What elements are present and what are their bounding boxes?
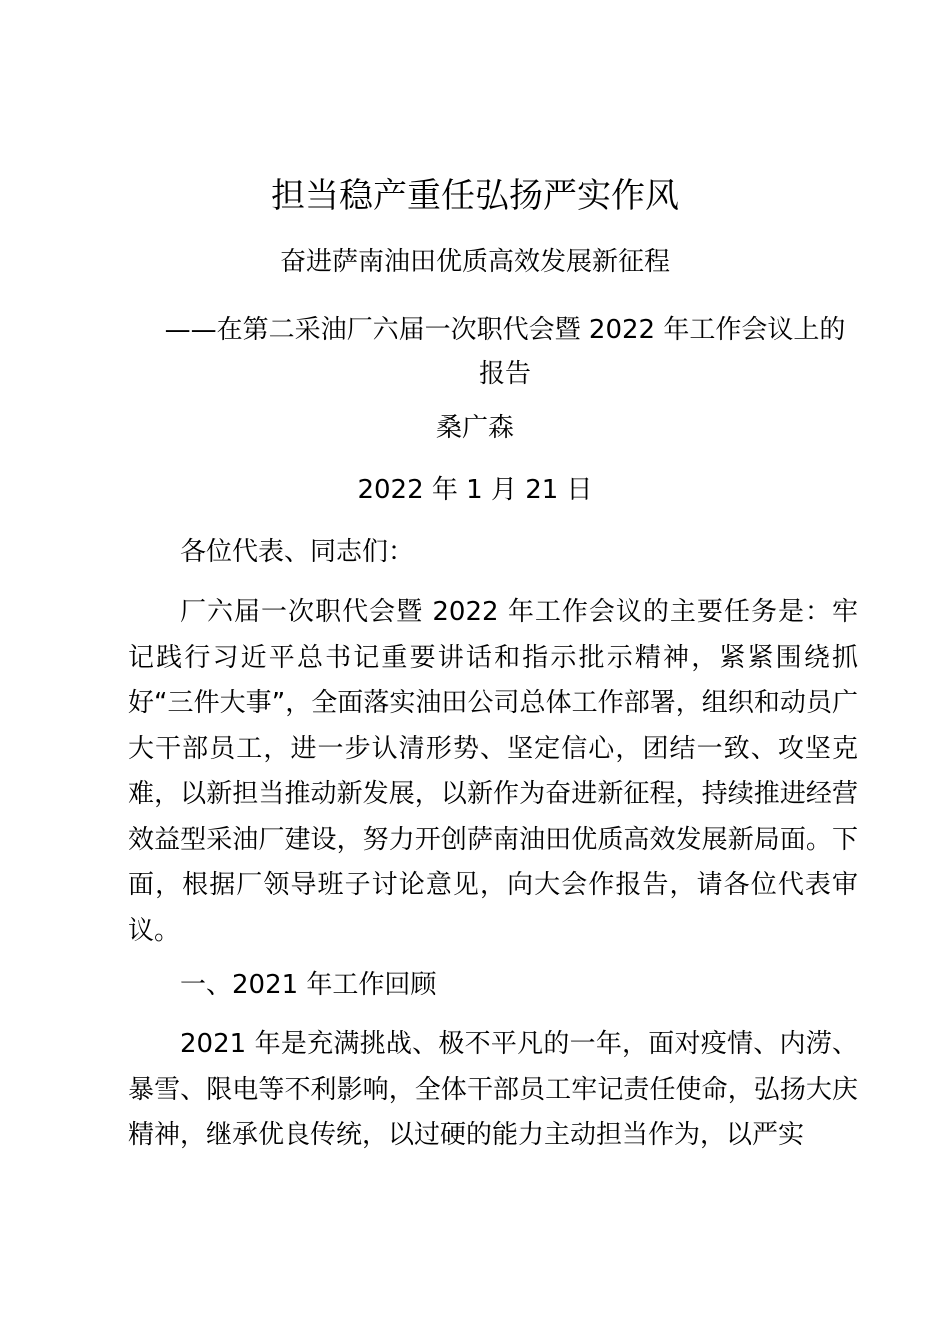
- document-subtitle: 奋进萨南油田优质高效发展新征程: [279, 247, 670, 277]
- section-heading: 一、2021 年工作回顾: [180, 970, 437, 1000]
- document-subtitle-occasion: ——在第二采油厂六届一次职代会暨 2022 年工作会议上的报告: [164, 315, 846, 389]
- paragraph-review: 2021 年是充满挑战、极不平凡的一年，面对疫情、内涝、暴雪、限电等不利影响，全体干部员工牢记责任使命，弘扬大庆精神，继承优良传统，以过硬的能力主动担当作为，以严实: [128, 1029, 858, 1150]
- document-title: 担当稳产重任弘扬严实作风: [271, 176, 679, 216]
- paragraph-intro: 厂六届一次职代会暨 2022 年工作会议的主要任务是：牢记践行习近平总书记重要讲话和指示批示精神，紧紧围绕抓好“三件大事”，全面落实油田公司总体工作部署，组织和动员广大干部员工，进一步认清形势、坚定信心，团结一致、攻坚克难，以新担当推动新发展，以新作为奋进新征程，持续推进经营效益型采油厂建设，努力开创萨南油田优质高效发展新局面。下面，根据厂领导班子讨论意见，向大会作报告，请各位代表审议。: [128, 597, 858, 946]
- document-author: 桑广森: [435, 413, 514, 443]
- document-date: 2022 年 1 月 21 日: [357, 475, 593, 505]
- salutation: 各位代表、同志们：: [180, 537, 415, 567]
